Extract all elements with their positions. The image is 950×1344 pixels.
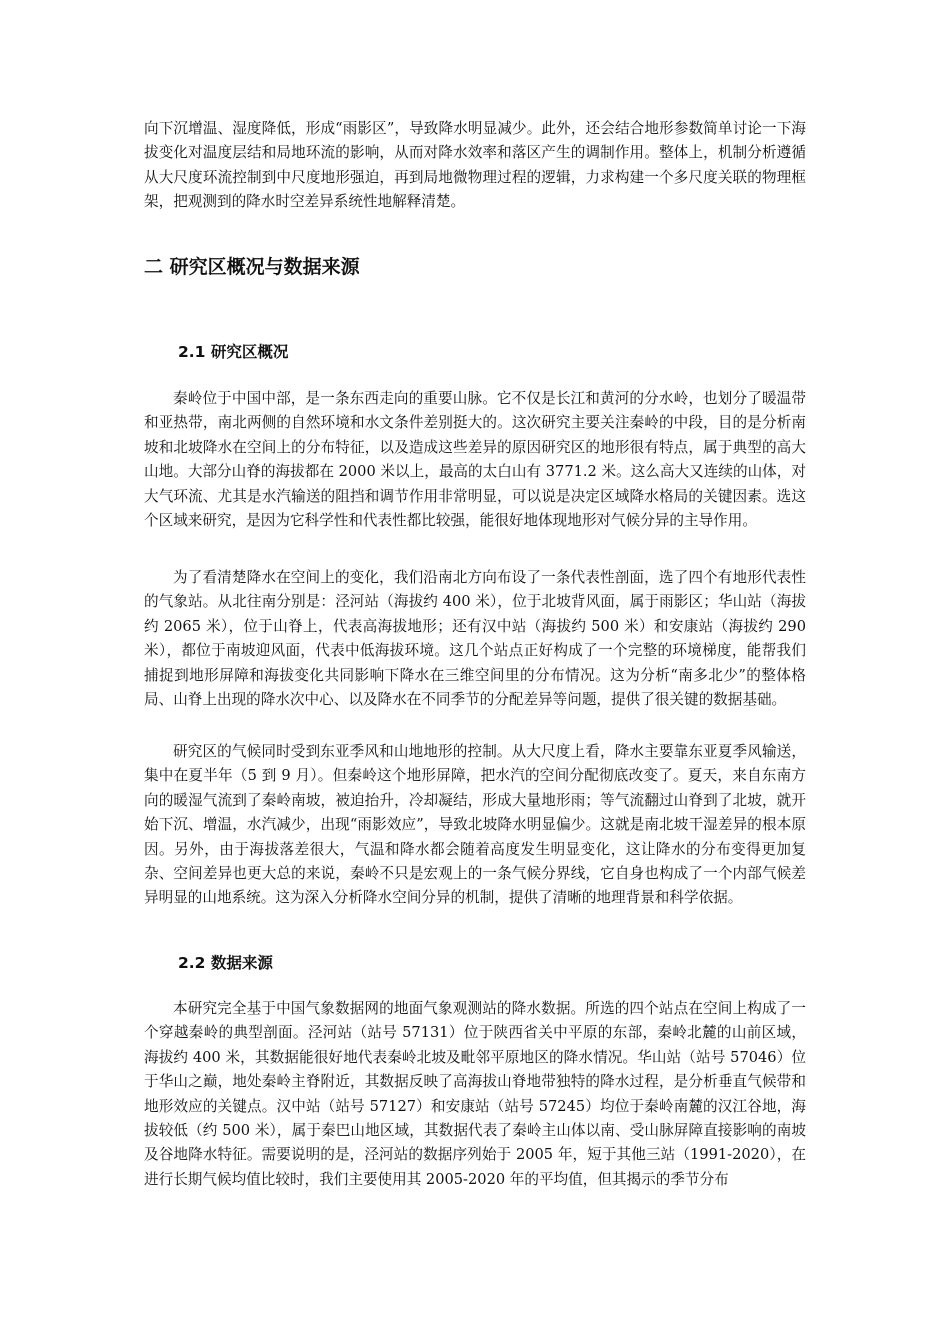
study-area-paragraph-2: 为了看清楚降水在空间上的变化，我们沿南北方向布设了一条代表性剖面，选了四个有地形代表性的气象站。从北往南分别是：泾河站（海拔约 400 米），位于北坡背风面，属于雨影区；华山站（海拔约 2065 米），位于山脊上，代表高海拔地形；还有汉中站（海拔约 500 米）和安康站（海拔约 290 米），都位于南坡迎风面，代表中低海拔环境。这几个站点正好构成了一个完整的环境梯度，能帮我们捕捉到地形屏障和海拔变化共同影响下降水在三维空间里的分布情况。这为分析“南多北少”的整体格局、山脊上出现的降水次中心、以及降水在不同季节的分配差异等问题，提供了很关键的数据基础。: [144, 569, 806, 709]
section-heading: 二 研究区概况与数据来源: [144, 256, 360, 278]
subsection-heading-study-area: 2.1 研究区概况: [178, 343, 289, 361]
study-area-paragraph-3: 研究区的气候同时受到东亚季风和山地地形的控制。从大尺度上看，降水主要靠东亚夏季风输送，集中在夏半年（5 到 9 月）。但秦岭这个地形屏障，把水汽的空间分配彻底改变了。夏天，来自东南方向的暖湿气流到了秦岭南坡，被迫抬升，冷却凝结，形成大量地形雨；等气流翻过山脊到了北坡，就开始下沉、增温，水汽减少，出现“雨影效应”，导致北坡降水明显偏少。这就是南北坡干湿差异的根本原因。另外，由于海拔落差很大，气温和降水都会随着高度发生明显变化，这让降水的分布变得更加复杂、空间差异也更大总的来说，秦岭不只是宏观上的一条气候分界线，它自身也构成了一个内部气候差异明显的山地系统。这为深入分析降水空间分异的机制，提供了清晰的地理背景和科学依据。: [144, 743, 806, 907]
study-area-paragraph-1: 秦岭位于中国中部，是一条东西走向的重要山脉。它不仅是长江和黄河的分水岭，也划分了暖温带和亚热带，南北两侧的自然环境和水文条件差别挺大的。这次研究主要关注秦岭的中段，目的是分析南坡和北坡降水在空间上的分布特征，以及造成这些差异的原因研究区的地形很有特点，属于典型的高大山地。大部分山脊的海拔都在 2000 米以上，最高的太白山有 3771.2 米。这么高大又连续的山体，对大气环流、尤其是水汽输送的阻挡和调节作用非常明显，可以说是决定区域降水格局的关键因素。选这个区域来研究，是因为它科学性和代表性都比较强，能很好地体现地形对气候分异的主导作用。: [144, 390, 806, 530]
intro-paragraph: 向下沉增温、湿度降低，形成“雨影区”，导致降水明显减少。此外，还会结合地形参数简单讨论一下海拔变化对温度层结和局地环流的影响，从而对降水效率和落区产生的调制作用。整体上，机制分析遵循从大尺度环流控制到中尺度地形强迫，再到局地微物理过程的逻辑，力求构建一个多尺度关联的物理框架，把观测到的降水时空差异系统性地解释清楚。: [144, 120, 806, 211]
data-source-paragraph-1: 本研究完全基于中国气象数据网的地面气象观测站的降水数据。所选的四个站点在空间上构成了一个穿越秦岭的典型剖面。泾河站（站号 57131）位于陕西省关中平原的东部，秦岭北麓的山前区域，海拔约 400 米，其数据能很好地代表秦岭北坡及毗邻平原地区的降水情况。华山站（站号 57046）位于华山之巅，地处秦岭主脊附近，其数据反映了高海拔山脊地带独特的降水过程，是分析垂直气候带和地形效应的关键点。汉中站（站号 57127）和安康站（站号 57245）均位于秦岭南麓的汉江谷地，海拔较低（约 500 米），属于秦巴山地区域，其数据代表了秦岭主山体以南、受山脉屏障直接影响的南坡及谷地降水特征。需要说明的是，泾河站的数据序列始于 2005 年，短于其他三站（1991-2020），在进行长期气候均值比较时，我们主要使用其 2005-2020 年的平均值，但其揭示的季节分布: [144, 1000, 806, 1188]
subsection-heading-data-source: 2.2 数据来源: [178, 954, 273, 972]
